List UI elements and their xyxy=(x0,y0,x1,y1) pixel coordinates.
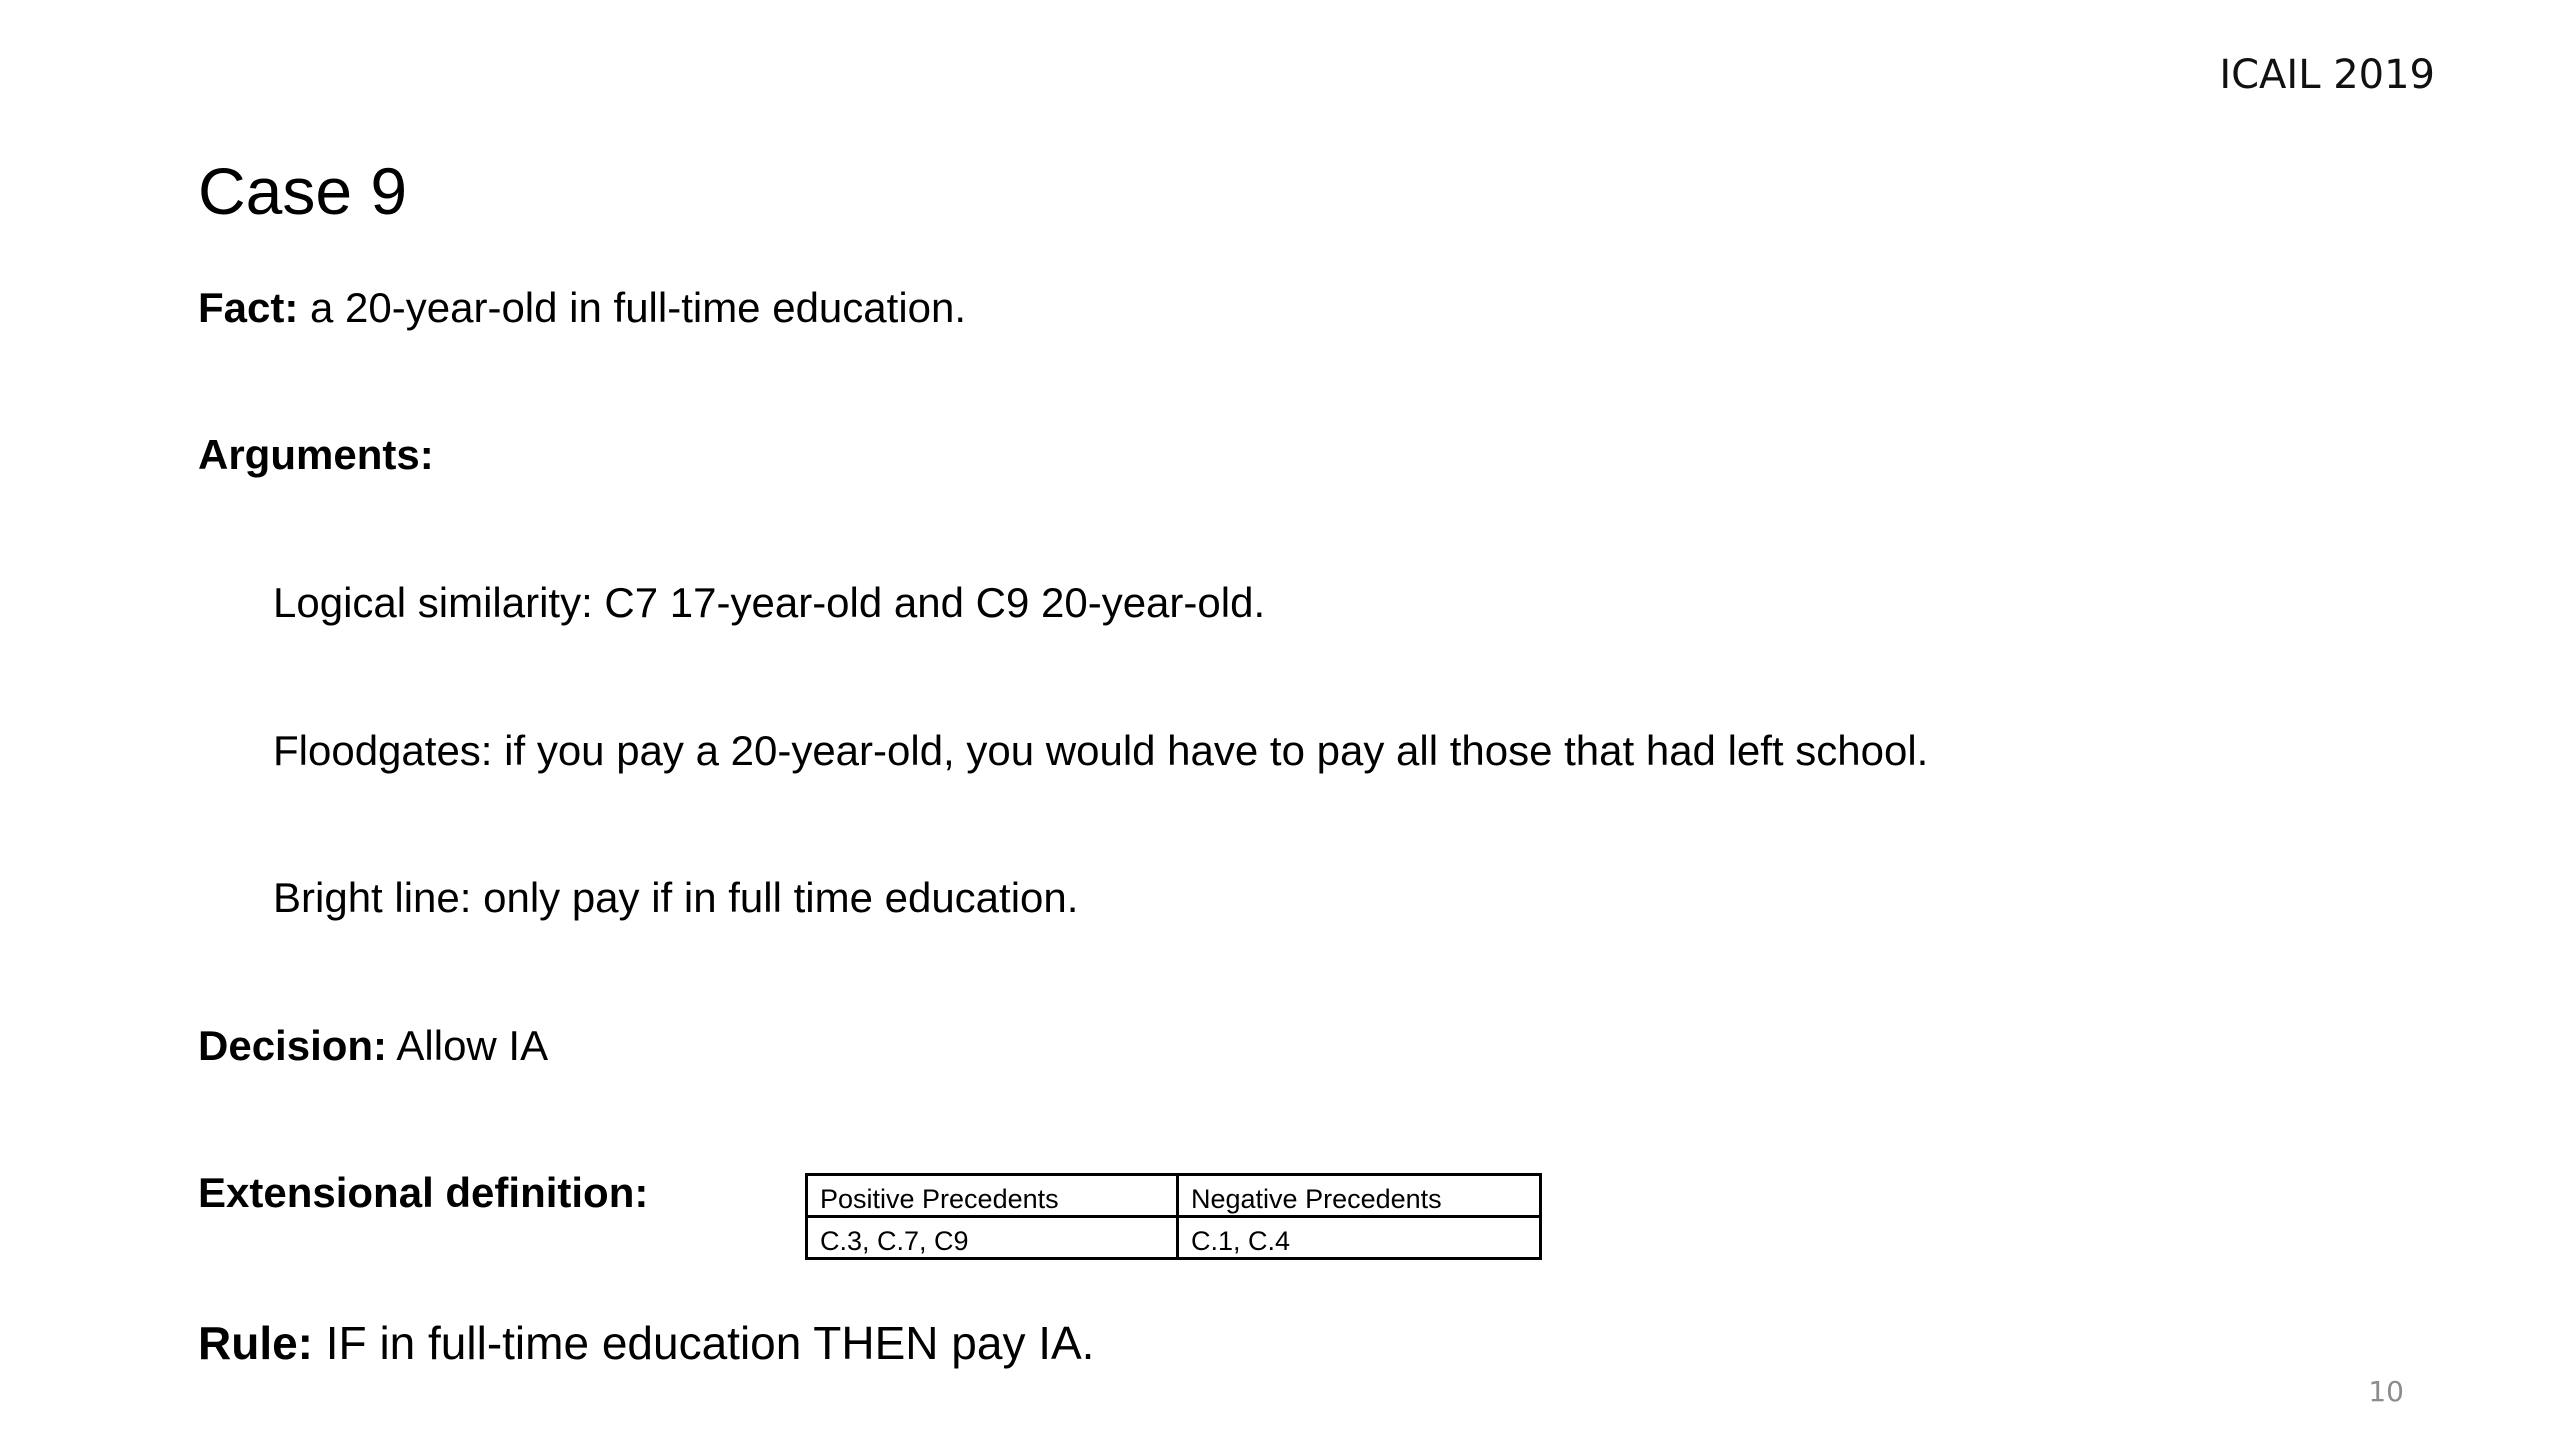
table-row xyxy=(807,1217,1541,1259)
conference-label: ICAIL 2019 xyxy=(2219,52,2435,98)
decision-label: Decision: xyxy=(198,1022,388,1069)
arguments-label: Arguments: xyxy=(198,431,434,478)
positive-precedents-header: Positive Precedents xyxy=(807,1175,1178,1217)
rule-text: IF in full-time education THEN pay IA. xyxy=(313,1317,1095,1369)
argument-bright-line: Bright line: only pay if in full time education. xyxy=(273,874,1079,921)
rule-label: Rule: xyxy=(198,1317,313,1369)
fact-label: Fact: xyxy=(198,284,299,331)
precedents-table xyxy=(805,1173,1542,1260)
argument-logical-similarity: Logical similarity: C7 17-year-old and C9 20-year-old. xyxy=(273,579,1266,626)
arguments-heading xyxy=(198,431,434,478)
decision-text: Allow IA xyxy=(387,1022,549,1069)
slide-title: Case 9 xyxy=(198,154,408,228)
table-header-row xyxy=(807,1175,1541,1217)
negative-precedents-header: Negative Precedents xyxy=(1178,1175,1541,1217)
decision-line xyxy=(198,1022,549,1069)
page-number: 10 xyxy=(2368,1375,2404,1408)
fact-text: a 20-year-old in full-time education. xyxy=(298,284,967,331)
fact-line xyxy=(198,284,967,331)
argument-floodgates: Floodgates: if you pay a 20-year-old, you would have to pay all those that had left school. xyxy=(273,727,1929,774)
positive-precedents-cell: C.3, C.7, C9 xyxy=(807,1217,1178,1259)
extensional-definition-label: Extensional definition: xyxy=(198,1169,649,1216)
rule-line xyxy=(198,1317,1095,1369)
extensional-definition-line xyxy=(198,1169,649,1216)
negative-precedents-cell: C.1, C.4 xyxy=(1178,1217,1541,1259)
